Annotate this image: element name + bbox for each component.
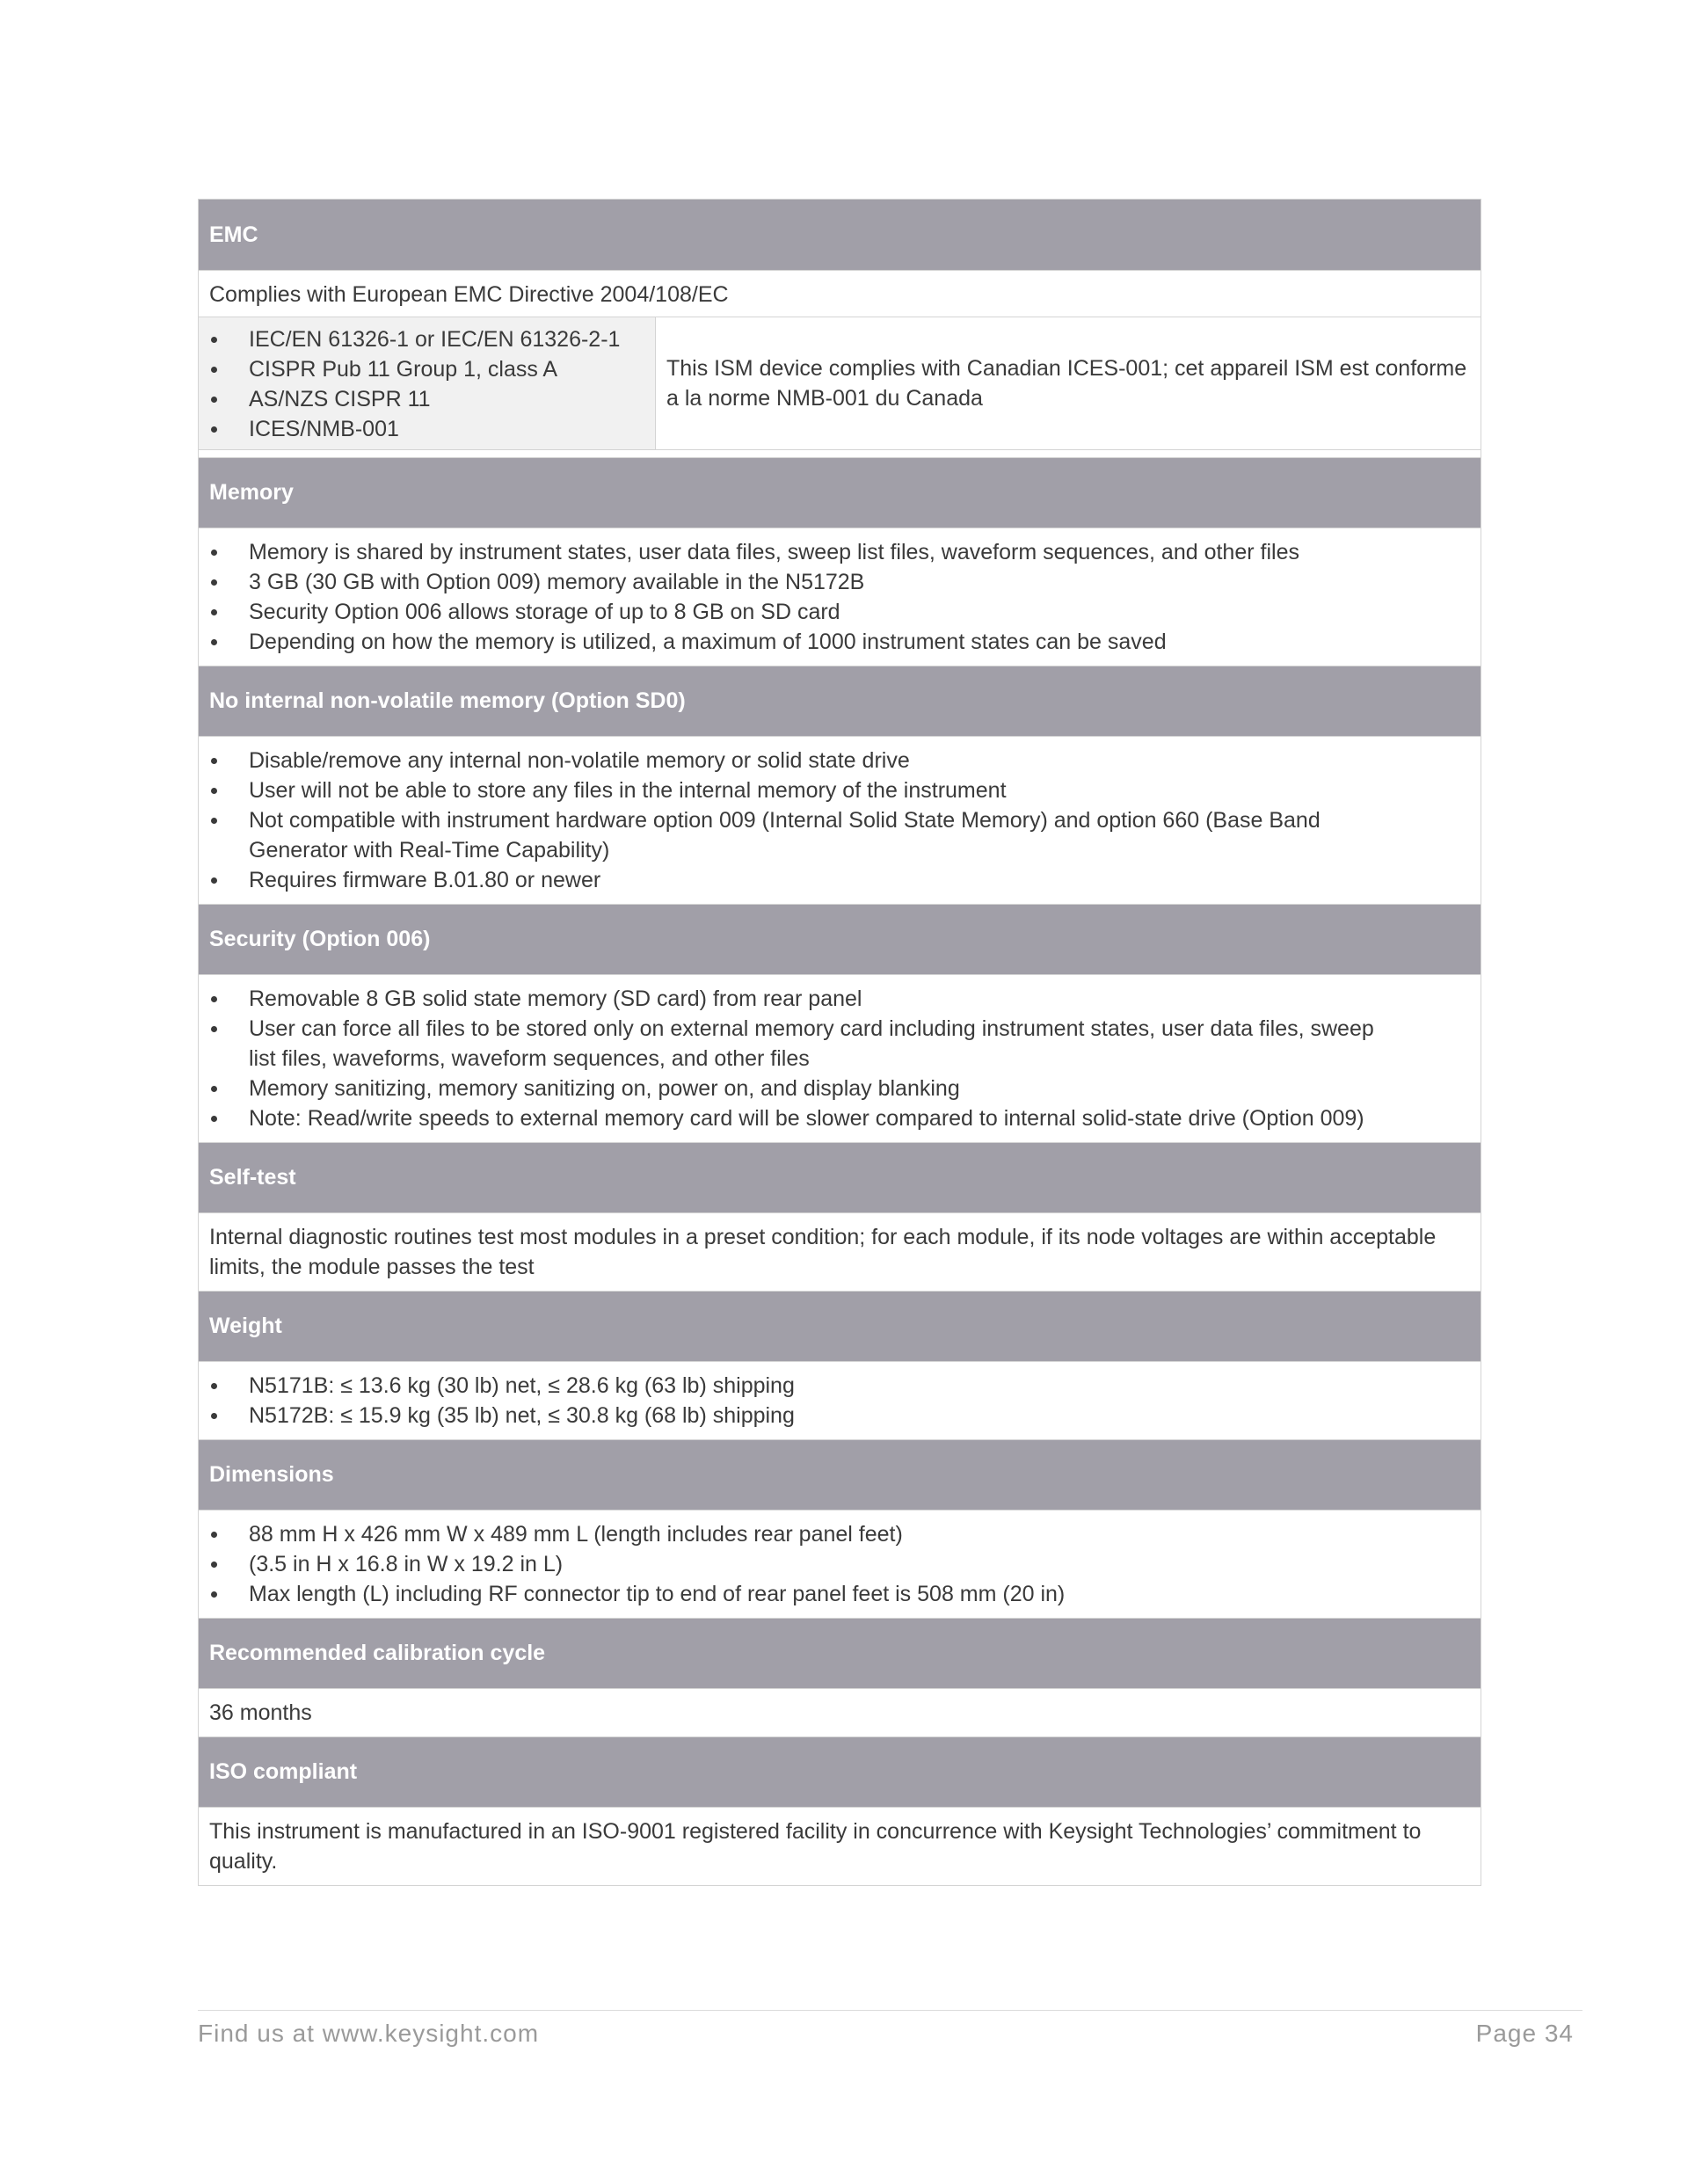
list-item: IEC/EN 61326-1 or IEC/EN 61326-2-1 [209, 324, 644, 354]
footer-page-number: Page 34 [1475, 2020, 1574, 2047]
list-item: Security Option 006 allows storage of up to 8 GB on SD card [209, 597, 1470, 627]
section-header-calibration [199, 1618, 1481, 1688]
list-item: AS/NZS CISPR 11 [209, 384, 644, 414]
list-item: User will not be able to store any files in the internal memory of the instrument [209, 775, 1384, 805]
calibration-text: 36 months [199, 1688, 1481, 1736]
section-header-iso [199, 1736, 1481, 1807]
sd0-header-text: No internal non-volatile memory (Option SD0) [209, 688, 686, 713]
section-header-sd0 [199, 666, 1481, 736]
spec-table [198, 199, 1481, 1886]
security-list [199, 975, 1481, 1142]
sd0-list [199, 737, 1481, 904]
list-item: ICES/NMB-001 [209, 414, 644, 444]
list-item: Not compatible with instrument hardware option 009 (Internal Solid State Memory) and option 660 (Base Band Generator with Real-Time Capability) [209, 805, 1384, 865]
security-body [199, 974, 1481, 1142]
list-item: CISPR Pub 11 Group 1, class A [209, 354, 644, 384]
section-gap [199, 449, 1481, 457]
list-item: Removable 8 GB solid state memory (SD card) from rear panel [209, 984, 1384, 1014]
emc-standards-row [199, 317, 1481, 449]
iso-text: This instrument is manufactured in an ISO-9001 registered facility in concurrence with Keysight Technologies’ commitment to quality. [199, 1807, 1481, 1885]
selftest-header-text: Self-test [209, 1165, 296, 1190]
section-header-selftest [199, 1142, 1481, 1212]
list-item: N5171B: ≤ 13.6 kg (30 lb) net, ≤ 28.6 kg (63 lb) shipping [209, 1371, 1470, 1401]
dimensions-list [199, 1511, 1481, 1618]
list-item: N5172B: ≤ 15.9 kg (35 lb) net, ≤ 30.8 kg (68 lb) shipping [209, 1401, 1470, 1431]
emc-standards-cell [199, 317, 656, 449]
emc-header-text: EMC [209, 222, 258, 247]
list-item: Requires firmware B.01.80 or newer [209, 865, 1384, 895]
calibration-header-text: Recommended calibration cycle [209, 1641, 546, 1665]
memory-header-text: Memory [209, 480, 294, 505]
emc-ism-note: This ISM device complies with Canadian ICES-001; cet appareil ISM est conforme a la norme NMB-001 du Canada [666, 356, 1467, 411]
page-footer [198, 2010, 1582, 2047]
emc-ism-note-cell [656, 317, 1481, 449]
weight-list [199, 1362, 1481, 1439]
list-item: Depending on how the memory is utilized, a maximum of 1000 instrument states can be saved [209, 627, 1470, 657]
dimensions-body [199, 1510, 1481, 1618]
memory-body [199, 528, 1481, 666]
list-item: (3.5 in H x 16.8 in W x 19.2 in L) [209, 1549, 1470, 1579]
section-header-dimensions [199, 1439, 1481, 1510]
list-item: 3 GB (30 GB with Option 009) memory available in the N5172B [209, 567, 1470, 597]
dimensions-header-text: Dimensions [209, 1462, 334, 1487]
weight-body [199, 1361, 1481, 1439]
list-item: Memory is shared by instrument states, user data files, sweep list files, waveform sequences, and other files [209, 537, 1470, 567]
section-header-security [199, 904, 1481, 974]
section-header-emc [199, 200, 1481, 270]
section-header-weight [199, 1291, 1481, 1361]
selftest-text: Internal diagnostic routines test most modules in a preset condition; for each module, if its node voltages are within acceptable limits, the module passes the test [199, 1212, 1481, 1291]
list-item: Memory sanitizing, memory sanitizing on, power on, and display blanking [209, 1074, 1384, 1103]
section-header-memory [199, 457, 1481, 528]
list-item: 88 mm H x 426 mm W x 489 mm L (length includes rear panel feet) [209, 1519, 1470, 1549]
security-header-text: Security (Option 006) [209, 927, 431, 951]
sd0-body [199, 736, 1481, 904]
list-item: Disable/remove any internal non-volatile memory or solid state drive [209, 746, 1384, 775]
emc-standards-list [199, 317, 655, 449]
list-item: Note: Read/write speeds to external memory card will be slower compared to internal solid-state drive (Option 009) [209, 1103, 1384, 1133]
list-item: Max length (L) including RF connector tip to end of rear panel feet is 508 mm (20 in) [209, 1579, 1470, 1609]
memory-list [199, 528, 1481, 666]
iso-header-text: ISO compliant [209, 1759, 358, 1784]
footer-website: Find us at www.keysight.com [198, 2020, 540, 2047]
list-item: User can force all files to be stored only on external memory card including instrument states, user data files, sweep list files, waveforms, waveform sequences, and other files [209, 1014, 1384, 1074]
weight-header-text: Weight [209, 1314, 282, 1338]
emc-compliance: Complies with European EMC Directive 2004/108/EC [199, 270, 1481, 317]
